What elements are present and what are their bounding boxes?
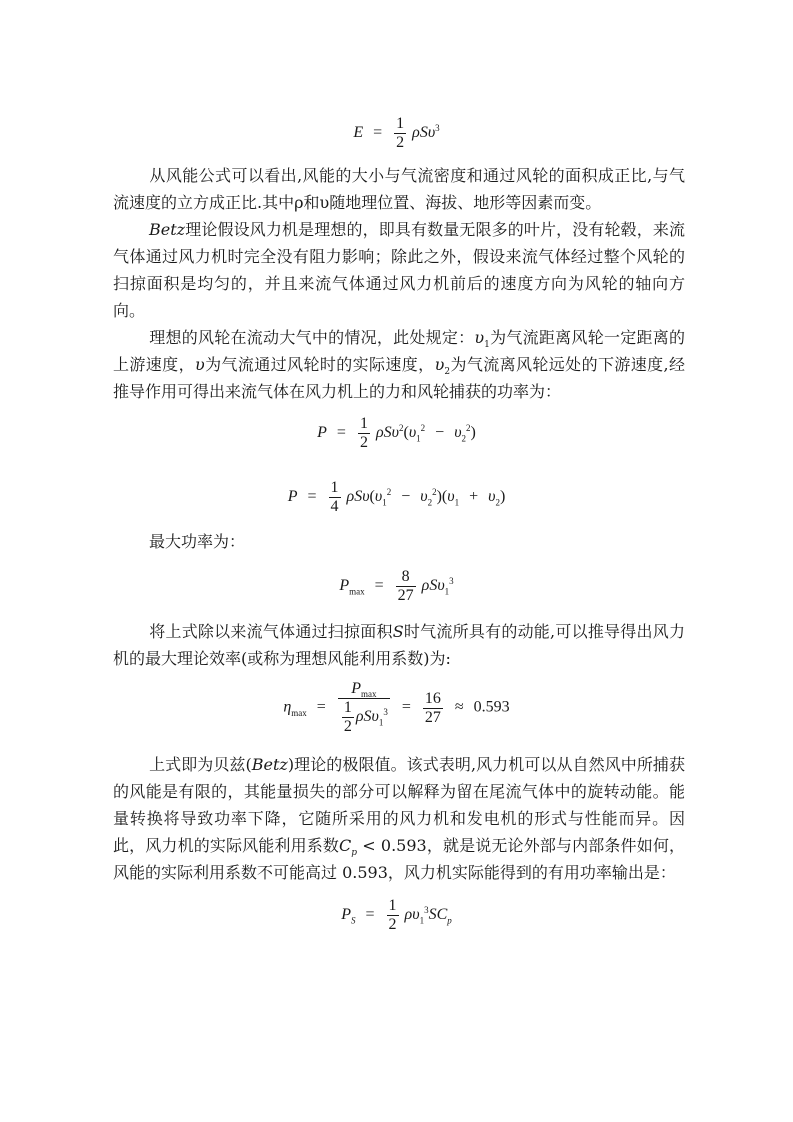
paragraph-betz-limit: 上式即为贝兹(Betz)理论的极限值。该式表明,风力机可以从自然风中所捕获的风能是有限的，其能量损失的部分可以解释为留在尾流气体中的旋转动能。能量转换将导致功率下降，它随所采用的风力机和发电机的形式与性能而异。因此，风力机的实际风能利用系数$C_p < 0.593$，就是说无论外部与内部条件如何，风能的实际利用系数不可能高过 0.593，风力机实际能得到的有用功率输出是： [113, 755, 685, 882]
rho-symbol: ρ [412, 124, 420, 142]
equation-max-power: $P_{max}$ = $\frac{8}{27}$ ρSυ$_1^3$ [339, 568, 454, 604]
fraction: $\frac{16}{27}$ [424, 689, 441, 726]
paragraph-betz-assumptions: Betz理论假设风力机是理想的，即具有数量无限多的叶片，没有轮毂，来流气体通过风力机时完全没有阻力影响；除此之外，假设来流气体经过整个风轮的扫掠面积是均匀的，并且来流气体通过风力机前后的速度方向为风轮的轴向方向。 [113, 220, 685, 320]
paragraph-max-power-label: 最大功率为： [149, 532, 246, 551]
fraction: $\frac{1}{2}$ [359, 415, 368, 451]
fraction: $\frac{8}{27}$ [397, 568, 414, 604]
equation-power-2: P = $\frac{1}{4}$ $\rho S\upsilon(\upsilon_1^2 - \upsilon_2^2)(\upsilon_1 + \upsilon_2)$ [287, 479, 506, 515]
eq-sign: = [373, 124, 383, 142]
fraction: $\frac{1}{4}$ [330, 479, 339, 515]
eq-lhs: E [353, 124, 364, 142]
paragraph-max-efficiency: 将上式除以来流气体通过扫掠面积S时气流所具有的动能,可以推导得出风力机的最大理论效率(或称为理想风能利用系数)为: [113, 622, 685, 668]
equation-efficiency: $\eta_{max}$ = $P_{max}$ $\frac{1}{2}$ ρSυ$_1^3$ = $\frac{16}{27}$ ≈ 0.593 [283, 680, 510, 735]
equation-useful-power: $P_S$ = $\frac{1}{2}$ $\rho\upsilon_1^3SC_p$ [341, 897, 452, 933]
fraction-complex: $P_{max}$ $\frac{1}{2}$ ρSυ$_1^3$ [338, 680, 390, 736]
betz-term: Betz [149, 220, 186, 239]
equation-power-1: P = $\frac{1}{2}$ $\rho S\upsilon^2(\upsilon_1^2 - \upsilon_2^2)$ [317, 415, 476, 451]
equation-wind-energy: E = $\frac{1}{2}$ ρSυ$^3$ [353, 115, 440, 151]
eta-symbol: η [283, 698, 292, 716]
fraction: $\frac{1}{2}$ [396, 115, 405, 151]
paragraph-wind-energy-proportionality: 从风能公式可以看出,风能的大小与气流密度和通过风轮的面积成正比,与气流速度的立方成正比.其中ρ和υ随地理位置、海拔、地形等因素而变。 [113, 166, 685, 212]
fraction: $\frac{1}{2}$ [388, 897, 397, 933]
paragraph-velocity-definitions: 理想的风轮在流动大气中的情况，此处规定：$\upsilon_1$为气流距离风轮一定距离的上游速度，υ为气流通过风轮时的实际速度，$\upsilon_2$为气流离风轮远处的下游速度,经推导作用可得出来流气体在风力机上的力和风轮捕获的功率为： [113, 328, 685, 401]
